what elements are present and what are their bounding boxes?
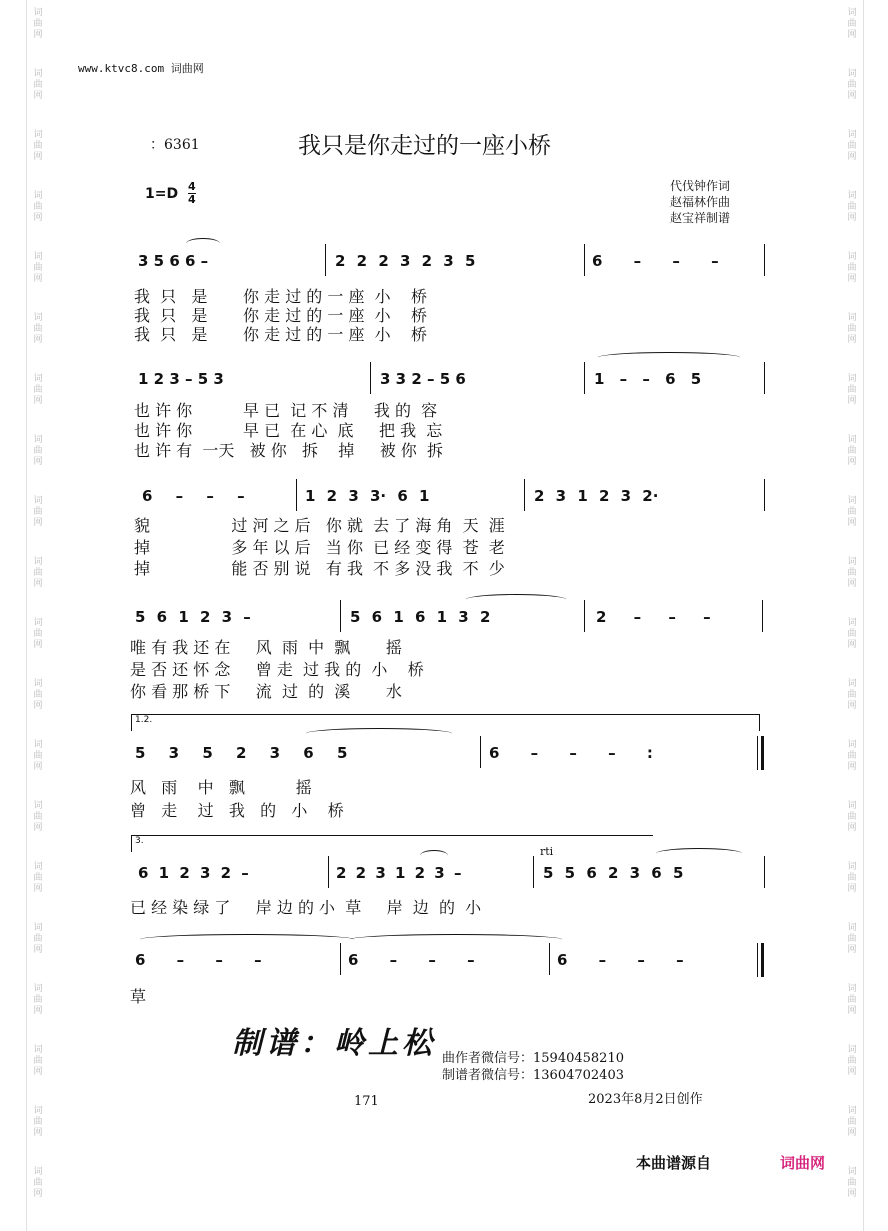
measure-1-2: 2 2 2 3 2 3 5 bbox=[335, 252, 476, 270]
credit-lyricist: 代伐钟作词 bbox=[670, 179, 731, 193]
barline bbox=[584, 244, 585, 276]
watermark-mark: 词 曲 网 bbox=[33, 740, 43, 772]
barline bbox=[764, 362, 765, 394]
volta-bracket bbox=[131, 835, 653, 852]
watermark-mark: 词 曲 网 bbox=[847, 618, 857, 650]
lyric-verse-3: 你 看 那 桥 下 流 过 的 溪 水 bbox=[130, 682, 402, 701]
watermark-mark: 词 曲 网 bbox=[847, 557, 857, 589]
watermark-mark: 词 曲 网 bbox=[33, 801, 43, 833]
slur bbox=[350, 934, 562, 945]
watermark-mark: 词 曲 网 bbox=[847, 130, 857, 162]
barline bbox=[549, 943, 550, 975]
lyric-verse-1: 貌 过 河 之 后 你 就 去 了 海 角 天 涯 bbox=[134, 516, 505, 535]
volta-bracket bbox=[131, 714, 760, 731]
barline bbox=[325, 244, 326, 276]
slur bbox=[140, 934, 354, 945]
measure-7-2: 6 – – – bbox=[348, 951, 475, 969]
arranger-wechat: 制谱者微信号：13604702403 bbox=[442, 1068, 624, 1083]
watermark-mark: 词 曲 网 bbox=[33, 557, 43, 589]
watermark-mark: 词 曲 网 bbox=[847, 679, 857, 711]
measure-4-3: 2 – – – bbox=[596, 608, 711, 626]
creation-date: 2023年8月2日创作 bbox=[588, 1092, 703, 1107]
barline bbox=[764, 856, 765, 888]
watermark-mark: 词 曲 网 bbox=[847, 191, 857, 223]
watermark-mark: 词 曲 网 bbox=[847, 435, 857, 467]
left-watermark-strip bbox=[26, 0, 49, 1231]
watermark-mark: 词 曲 网 bbox=[847, 801, 857, 833]
watermark-mark: 词 曲 网 bbox=[847, 740, 857, 772]
slur bbox=[186, 238, 220, 249]
measure-4-2: 5 6 1 6 1 3 2 bbox=[350, 608, 491, 626]
lyric-verse-3: 掉 能 否 别 说 有 我 不 多 没 我 不 少 bbox=[134, 559, 505, 578]
source-label: 本曲谱源自 bbox=[636, 1154, 712, 1172]
slur bbox=[656, 848, 742, 859]
wechat-info bbox=[442, 1050, 624, 1084]
watermark-mark: 词 曲 网 bbox=[33, 8, 43, 40]
watermark-mark: 词 曲 网 bbox=[33, 618, 43, 650]
slur bbox=[466, 594, 566, 605]
credit-arranger: 赵宝祥制谱 bbox=[670, 211, 731, 225]
lyric-verse-2: 我 只 是 你 走 过 的 一 座 小 桥 bbox=[134, 306, 427, 325]
watermark-mark: 词 曲 网 bbox=[33, 862, 43, 894]
measure-7-1: 6 – – – bbox=[135, 951, 262, 969]
measure-6-1: 6 1 2 3 2 – bbox=[138, 864, 249, 882]
composer-wechat: 曲作者微信号：15940458210 bbox=[442, 1051, 624, 1066]
measure-6-2: 2 2 3 1 2 3 – bbox=[336, 864, 462, 882]
watermark-mark: 词 曲 网 bbox=[847, 1045, 857, 1077]
lyric-verse-1: 草 bbox=[130, 987, 147, 1006]
lyric-verse-3: 我 只 是 你 走 过 的 一 座 小 桥 bbox=[134, 325, 427, 344]
measure-6-3: 5 5 6 2 3 6 5 bbox=[543, 864, 684, 882]
watermark-mark: 词 曲 网 bbox=[847, 1167, 857, 1199]
meter-top: 4 bbox=[188, 180, 196, 193]
arranger-signature: 制谱：岭上松 bbox=[232, 1026, 436, 1061]
watermark-mark: 词 曲 网 bbox=[847, 8, 857, 40]
final-barline-thick bbox=[761, 943, 764, 977]
barline bbox=[296, 479, 297, 511]
barline bbox=[480, 736, 481, 768]
lyric-verse-1: 我 只 是 你 走 过 的 一 座 小 桥 bbox=[134, 287, 427, 306]
volta-label: 3. bbox=[135, 836, 144, 846]
volta-label: 1.2. bbox=[135, 715, 153, 725]
watermark-mark: 词 曲 网 bbox=[33, 679, 43, 711]
watermark-mark: 词 曲 网 bbox=[33, 1106, 43, 1138]
barline bbox=[584, 362, 585, 394]
slur bbox=[598, 352, 740, 363]
watermark-mark: 词 曲 网 bbox=[33, 191, 43, 223]
measure-1-3: 6 – – – bbox=[592, 252, 719, 270]
watermark-mark: 词 曲 网 bbox=[847, 496, 857, 528]
barline bbox=[328, 856, 329, 888]
measure-2-2: 3 3 2 – 5 6 bbox=[380, 370, 466, 388]
repeat-barline bbox=[757, 736, 758, 770]
barline bbox=[340, 600, 341, 632]
page-number: 171 bbox=[354, 1094, 379, 1109]
site-url[interactable]: www.ktvc8.com 词曲网 bbox=[78, 62, 204, 75]
measure-5-2: 6 – – – : bbox=[489, 744, 653, 762]
barline bbox=[524, 479, 525, 511]
time-signature bbox=[188, 181, 196, 206]
watermark-mark: 词 曲 网 bbox=[847, 984, 857, 1016]
lyric-verse-1: 唯 有 我 还 在 风 雨 中 飘 摇 bbox=[130, 638, 402, 657]
key-signature: 1=D bbox=[145, 186, 179, 202]
watermark-mark: 词 曲 网 bbox=[847, 69, 857, 101]
credit-composer: 赵福林作曲 bbox=[670, 195, 731, 209]
watermark-mark: 词 曲 网 bbox=[33, 130, 43, 162]
barline bbox=[533, 856, 534, 888]
final-barline bbox=[757, 943, 758, 977]
measure-3-2: 1 2 3 3· 6 1 bbox=[305, 487, 430, 505]
right-watermark-strip bbox=[841, 0, 864, 1231]
measure-2-1: 1 2 3 – 5 3 bbox=[138, 370, 224, 388]
lyric-verse-1: 已 经 染 绿 了 岸 边 的 小 草 岸 边 的 小 bbox=[130, 898, 482, 917]
barline bbox=[762, 600, 763, 632]
repeat-barline-thick bbox=[761, 736, 764, 770]
lyric-verse-2: 曾 走 过 我 的 小 桥 bbox=[130, 801, 344, 820]
source-brand-link[interactable]: 词曲网 bbox=[780, 1154, 826, 1172]
measure-2-3: 1 – – 6 5 bbox=[594, 370, 702, 388]
measure-3-1: 6 – – – bbox=[142, 487, 245, 505]
watermark-mark: 词 曲 网 bbox=[847, 374, 857, 406]
watermark-mark: 词 曲 网 bbox=[33, 496, 43, 528]
barline bbox=[584, 600, 585, 632]
watermark-mark: 词 曲 网 bbox=[847, 1106, 857, 1138]
song-code: ：6361 bbox=[150, 137, 200, 153]
marker-text: rti bbox=[540, 845, 554, 858]
credits bbox=[670, 178, 730, 226]
watermark-mark: 词 曲 网 bbox=[847, 923, 857, 955]
watermark-mark: 词 曲 网 bbox=[33, 374, 43, 406]
watermark-mark: 词 曲 网 bbox=[33, 1045, 43, 1077]
slur bbox=[306, 728, 452, 739]
measure-4-1: 5 6 1 2 3 – bbox=[135, 608, 251, 626]
watermark-mark: 词 曲 网 bbox=[847, 252, 857, 284]
lyric-verse-2: 也 许 你 早 已 在 心 底 把 我 忘 bbox=[134, 421, 443, 440]
lyric-verse-2: 是 否 还 怀 念 曾 走 过 我 的 小 桥 bbox=[130, 660, 424, 679]
watermark-mark: 词 曲 网 bbox=[33, 1167, 43, 1199]
lyric-verse-1: 风 雨 中 飘 摇 bbox=[130, 778, 312, 797]
slur bbox=[420, 850, 448, 861]
barline bbox=[764, 244, 765, 276]
watermark-mark: 词 曲 网 bbox=[33, 252, 43, 284]
lyric-verse-1: 也 许 你 早 已 记 不 清 我 的 容 bbox=[134, 401, 438, 420]
barline bbox=[764, 479, 765, 511]
barline bbox=[370, 362, 371, 394]
page-title: 我只是你走过的一座小桥 bbox=[298, 133, 551, 159]
watermark-mark: 词 曲 网 bbox=[847, 862, 857, 894]
lyric-verse-3: 也 许 有 一天 被 你 拆 掉 被 你 拆 bbox=[134, 441, 443, 460]
watermark-mark: 词 曲 网 bbox=[33, 313, 43, 345]
measure-3-3: 2 3 1 2 3 2· bbox=[534, 487, 659, 505]
watermark-mark: 词 曲 网 bbox=[847, 313, 857, 345]
watermark-mark: 词 曲 网 bbox=[33, 69, 43, 101]
meter-bottom: 4 bbox=[188, 193, 196, 206]
watermark-mark: 词 曲 网 bbox=[33, 984, 43, 1016]
measure-5-1: 5 3 5 2 3 6 5 bbox=[135, 744, 348, 762]
barline bbox=[340, 943, 341, 975]
measure-7-3: 6 – – – bbox=[557, 951, 684, 969]
watermark-mark: 词 曲 网 bbox=[33, 923, 43, 955]
measure-1-1: 3 5 6 6 – bbox=[138, 252, 209, 270]
lyric-verse-2: 掉 多 年 以 后 当 你 已 经 变 得 苍 老 bbox=[134, 538, 505, 557]
watermark-mark: 词 曲 网 bbox=[33, 435, 43, 467]
